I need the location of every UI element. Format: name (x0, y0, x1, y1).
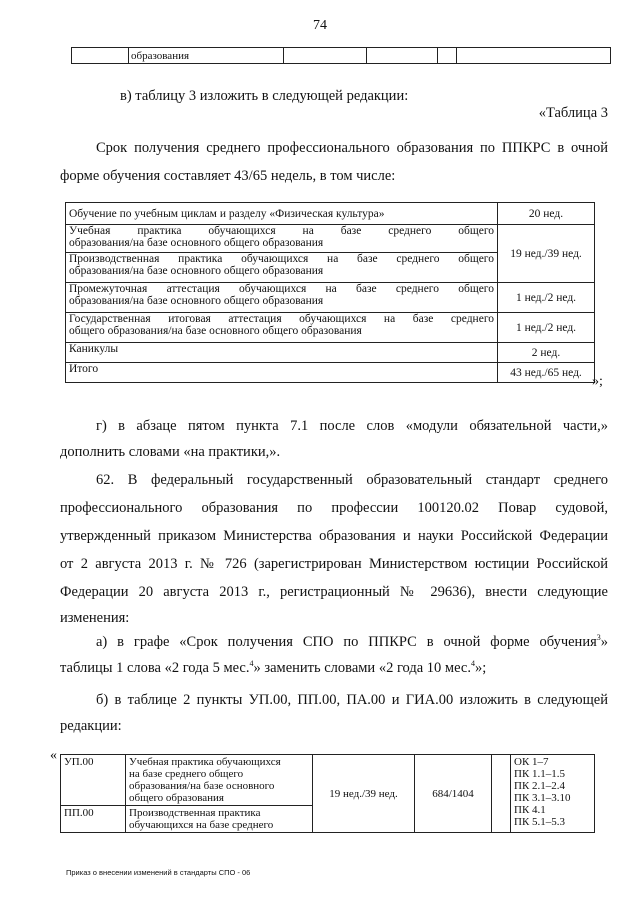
table3-row-value: 2 нед. (498, 343, 595, 363)
paragraph-b-line1: б) в таблице 2 пункты УП.00, ПП.00, ПА.00 и ГИА.00 изложить в следующей (96, 692, 608, 708)
top-table-cell: образования (129, 48, 284, 64)
table2-competencies: ОК 1–7 ПК 1.1–1.5 ПК 2.1–2.4 ПК 3.1–3.10 ПК 4.1 ПК 5.1–5.3 (511, 755, 595, 833)
table3-row-label: Производственная практика обучающихся на базе среднего общего образования/на базе основного общего образования (66, 253, 498, 283)
paragraph-62-line: Федерации 20 августа 2013 г., регистрационный № 29636), внести следующие (60, 584, 608, 600)
paragraph-srok-line1: Срок получения среднего профессионального образования по ППКРС в очной (96, 140, 608, 156)
table2-hours: 684/1404 (415, 755, 492, 833)
table3-row-label: Учебная практика обучающихся на базе среднего общего образования/на базе основного общего образования (66, 225, 498, 253)
paragraph-g-line1: г) в абзаце пятом пункта 7.1 после слов «модули обязательной части,» (96, 418, 608, 434)
top-table-fragment (71, 47, 611, 64)
table3-row-label: Обучение по учебным циклам и разделу «Физическая культура» (66, 203, 498, 225)
table3-row-value: 20 нед. (498, 203, 595, 225)
table3-row-label: Каникулы (66, 343, 498, 363)
table2-open-quote: « (50, 748, 57, 763)
table3-end-quote: »; (592, 374, 603, 389)
table3-row-value: 19 нед./39 нед. (498, 225, 595, 283)
table3-row-value: 43 нед./65 нед. (498, 363, 595, 383)
table-3 (65, 202, 595, 383)
table3-row-label: Промежуточная аттестация обучающихся на базе среднего общего образования/на базе основного общего образования (66, 283, 498, 313)
table3-row-label: Государственная итоговая аттестация обучающихся на базе среднего общего образования/на базе основного общего образования (66, 313, 498, 343)
paragraph-v: в) таблицу 3 изложить в следующей редакции: (120, 88, 409, 104)
table2-text: Производственная практика обучающихся на базе среднего (126, 806, 313, 833)
paragraph-a-line2: таблицы 1 слова «2 года 5 мес.$^4$» заменить словами «2 года 10 мес.$^4$»; (60, 659, 487, 676)
table3-caption: «Таблица 3 (538, 105, 608, 121)
table2-text: Учебная практика обучающихся на базе среднего общего образования/на базе основного общего образования (126, 755, 313, 806)
paragraph-62-line: изменения: (60, 610, 130, 626)
paragraph-a-line1: а) в графе «Срок получения СПО по ППКРС в очной форме обучения$^3$» (96, 633, 608, 650)
table2-weeks: 19 нед./39 нед. (313, 755, 415, 833)
page-number: 74 (313, 18, 327, 33)
paragraph-g-line2: дополнить словами «на практики,». (60, 444, 281, 460)
table2-code: УП.00 (61, 755, 126, 806)
paragraph-62-line: утвержденный приказом Министерства образования и науки Российской Федерации (60, 528, 608, 544)
table2-code: ПП.00 (61, 806, 126, 833)
table3-row-label: Итого (66, 363, 498, 383)
table-2-fragment (60, 754, 595, 833)
paragraph-b-line2: редакции: (60, 718, 122, 734)
paragraph-62-line: профессионального образования по профессии 100120.02 Повар судовой, (60, 500, 608, 516)
paragraph-62-line: 62. В федеральный государственный образовательный стандарт среднего (96, 472, 608, 488)
paragraph-srok-line2: форме обучения составляет 43/65 недель, в том числе: (60, 168, 396, 184)
table3-row-value: 1 нед./2 нед. (498, 313, 595, 343)
table3-row-value: 1 нед./2 нед. (498, 283, 595, 313)
paragraph-62-line: от 2 августа 2013 г. № 726 (зарегистрирован Министерством юстиции Российской (60, 556, 608, 572)
footer-note: Приказ о внесении изменений в стандарты СПО - 06 (66, 868, 251, 877)
